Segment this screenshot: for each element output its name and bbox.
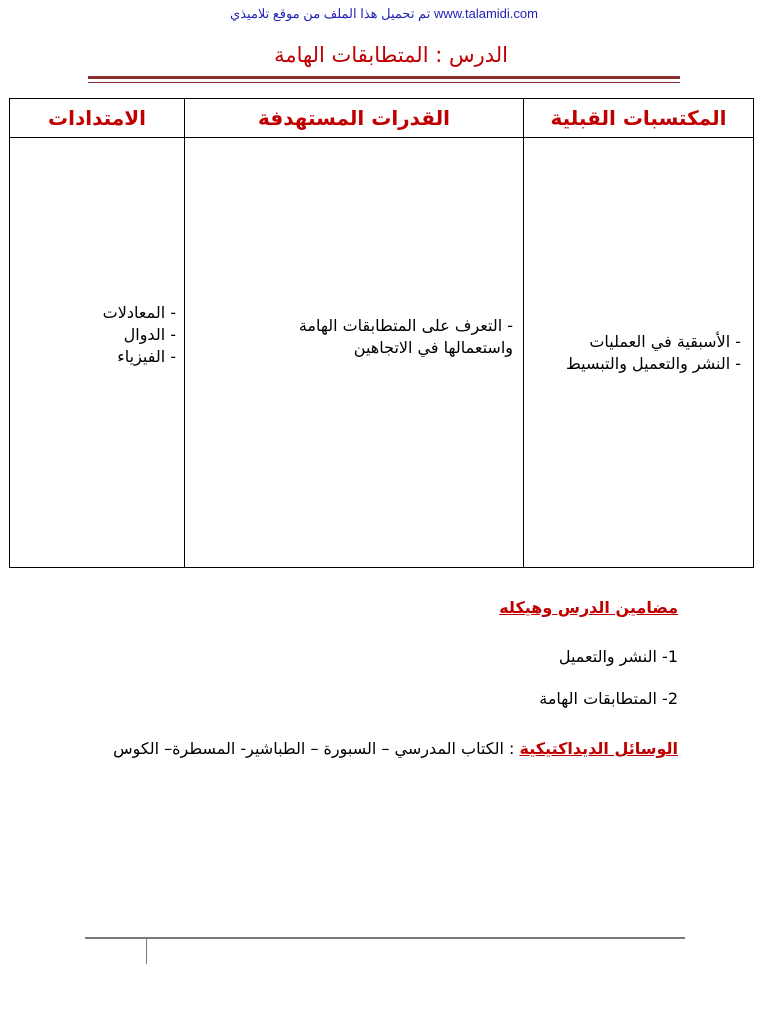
list-item: - المعادلات [102,302,176,322]
cell-extensions [10,138,185,568]
footer-divider [85,937,685,939]
header-prerequisites: المكتسبات القبلية [524,99,754,138]
teaching-aids-label: الوسائل الديداكتيكية [519,739,678,758]
teaching-aids [100,736,678,761]
lesson-title: الدرس : المتطابقات الهامة [274,43,508,67]
contents-heading: مضامين الدرس وهيكله [499,598,678,617]
title-divider-thin [88,82,680,83]
prerequisites-list [524,331,753,375]
table-row [10,138,754,568]
cell-prerequisites [524,138,754,568]
footer-divider-tick [146,938,147,964]
cell-targeted-skills [185,138,524,568]
header-extensions: الامتدادات [10,99,185,138]
list-item: 2- المتطابقات الهامة [539,689,678,708]
extensions-list [10,302,184,368]
title-divider-thick [88,76,680,79]
header-targeted-skills: القدرات المستهدفة [185,99,524,138]
lesson-overview-table [9,98,754,568]
list-item: - الفيزياء [117,346,176,366]
list-item: - التعرف على المتطابقات الهامة [298,315,513,335]
list-item: - النشر والتعميل والتبسيط [565,353,741,373]
source-link[interactable]: تم تحميل هذا الملف من موقع تلاميذي www.talamidi.com [230,6,538,21]
list-item: 1- النشر والتعميل [558,647,678,666]
teaching-aids-text: الكتاب المدرسي – السبورة – الطباشير- المسطرة– الكوس [113,739,504,758]
list-item: واستعمالها في الاتجاهين [353,337,513,357]
list-item: - الدوال [123,324,176,344]
targeted-skills-list [185,315,523,359]
teaching-aids-separator: : [503,739,520,758]
table-header-row [10,99,754,138]
list-item: - الأسبقية في العمليات [589,331,741,351]
